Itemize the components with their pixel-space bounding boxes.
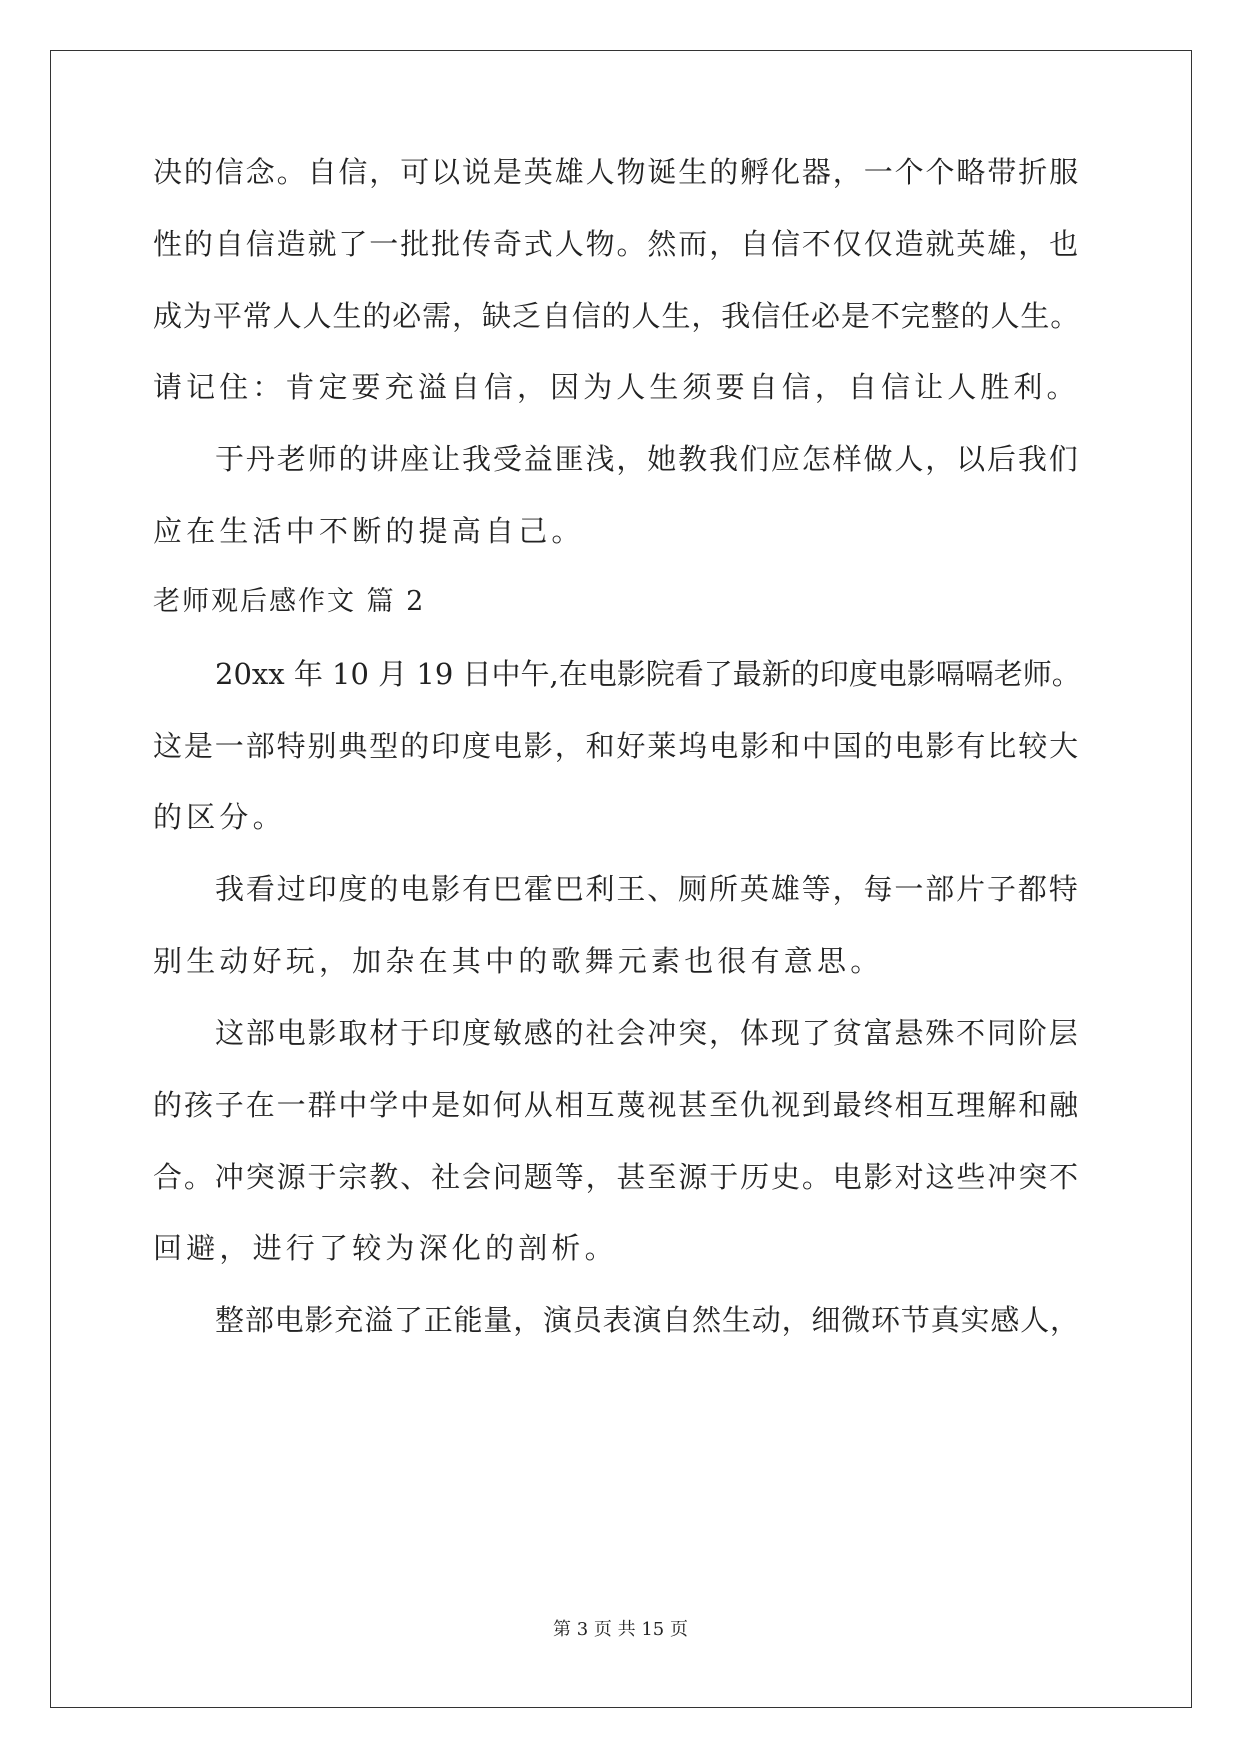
section-heading: 老师观后感作文 篇 2 xyxy=(153,586,426,617)
text-line: 合。冲突源于宗教、社会问题等，甚至源于历史。电影对这些冲突不 xyxy=(153,1160,1081,1194)
text-line: 成为平常人人生的必需，缺乏自信的人生，我信任必是不完整的人生。 xyxy=(153,299,1081,333)
text-line: 别生动好玩，加杂在其中的歌舞元素也很有意思。 xyxy=(153,944,884,978)
text-line: 应在生活中不断的提高自己。 xyxy=(153,514,585,548)
paragraph-start-line: 20xx 年 10 月 19 日中午,在电影院看了最新的印度电影嗝嗝老师。 xyxy=(215,657,1081,691)
text-line: 的孩子在一群中学中是如何从相互蔑视甚至仇视到最终相互理解和融 xyxy=(153,1088,1081,1122)
text-line: 请记住：肯定要充溢自信，因为人生须要自信，自信让人胜利。 xyxy=(153,370,1080,404)
page-number-footer: 第 3 页 共 15 页 xyxy=(553,1619,688,1640)
text-line: 的区分。 xyxy=(153,800,286,834)
paragraph-start-line: 于丹老师的讲座让我受益匪浅，她教我们应怎样做人，以后我们 xyxy=(215,442,1080,476)
paragraph-start-line: 这部电影取材于印度敏感的社会冲突，体现了贫富悬殊不同阶层 xyxy=(215,1016,1080,1050)
paragraph-start-line: 整部电影充溢了正能量，演员表演自然生动，细微环节真实感人， xyxy=(215,1303,1080,1337)
paragraph-start-line: 我看过印度的电影有巴霍巴利王、厕所英雄等，每一部片子都特 xyxy=(215,872,1080,906)
text-line: 性的自信造就了一批批传奇式人物。然而，自信不仅仅造就英雄，也 xyxy=(153,227,1081,261)
text-line: 决的信念。自信，可以说是英雄人物诞生的孵化器，一个个略带折服 xyxy=(153,155,1081,189)
text-line: 这是一部特别典型的印度电影，和好莱坞电影和中国的电影有比较大 xyxy=(153,729,1081,763)
text-line: 回避，进行了较为深化的剖析。 xyxy=(153,1231,618,1265)
